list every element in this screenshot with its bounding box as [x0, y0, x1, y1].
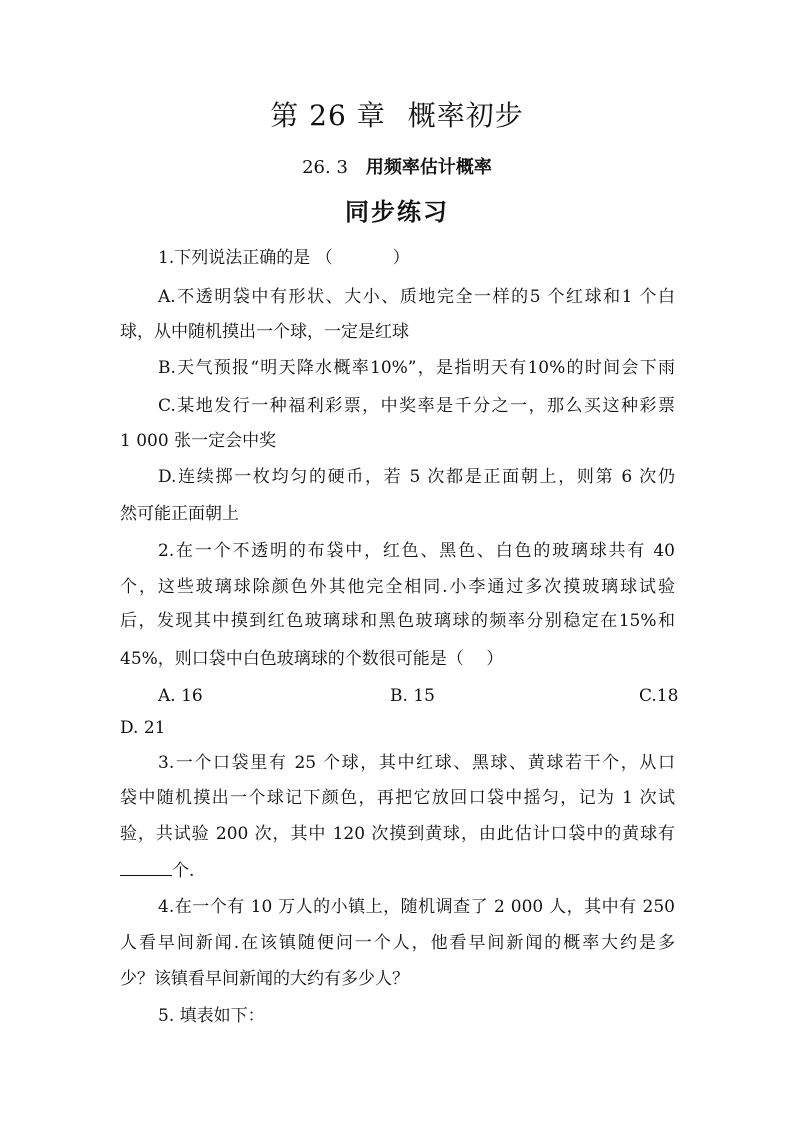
question-4-line1: 4.在一个有 10 万人的小镇上，随机调查了 2 000 人，其中有 250	[158, 897, 675, 917]
section-number: 26. 3	[302, 157, 348, 178]
question-1-paren-close: ）	[392, 248, 410, 268]
question-2-line3: 后，发现其中摸到红色玻璃球和黑色玻璃球的频率分别稳定在15%和	[120, 611, 675, 631]
question-3-line2: 袋中随机摸出一个球记下颜色，再把它放回口袋中摇匀，记为 1 次试	[120, 788, 675, 808]
question-1-option-d-line2: 然可能正面朝上	[120, 504, 239, 524]
section-subtitle	[0, 154, 794, 182]
question-1-option-b: B.天气预报“明天降水概率10%”，是指明天有10%的时间会下雨	[158, 358, 675, 378]
chapter-number: 第 26 章	[270, 99, 386, 132]
chapter-title	[0, 96, 794, 136]
question-2-option-d: D. 21	[120, 718, 166, 738]
question-1-option-a-line1: A.不透明袋中有形状、大小、质地完全一样的5 个红球和1 个白	[158, 287, 675, 307]
question-3-line1: 3.一个口袋里有 25 个球，其中红球、黑球、黄球若干个，从口	[158, 753, 675, 773]
question-1-option-c-line2: 1 000 张一定会中奖	[120, 431, 277, 451]
question-2-line2: 个，这些玻璃球除颜色外其他完全相同.小李通过多次摸玻璃球试验	[120, 577, 675, 597]
exercise-heading: 同步练习	[345, 197, 449, 226]
answer-blank	[120, 857, 172, 876]
section-title: 用频率估计概率	[365, 157, 492, 178]
question-1-stem-text: 1.下列说法正确的是 （	[158, 248, 333, 268]
question-2-option-c: C.18	[639, 686, 679, 706]
question-3-line3: 验，共试验 200 次，其中 120 次摸到黄球，由此估计口袋中的黄球有	[120, 824, 675, 844]
question-2-line4: 45%，则口袋中白色玻璃球的个数很可能是（ ）	[120, 649, 504, 669]
question-1-option-a-line2: 球，从中随机摸出一个球，一定是红球	[120, 322, 409, 342]
question-1-stem	[158, 246, 675, 270]
chapter-name: 概率初步	[407, 99, 524, 132]
question-1-option-c-line1: C.某地发行一种福利彩票，中奖率是千分之一，那么买这种彩票	[158, 396, 675, 416]
question-3-line4	[120, 857, 675, 883]
question-5-line1: 5. 填表如下：	[158, 1006, 265, 1026]
question-2-option-a: A. 16	[158, 686, 203, 706]
question-4-line3: 少？该镇看早间新闻的大约有多少人？	[120, 969, 409, 989]
question-3-line4-suffix: 个.	[172, 861, 195, 881]
question-4-line2: 人看早间新闻.在该镇随便问一个人，他看早间新闻的概率大约是多	[120, 933, 675, 953]
question-2-option-b: B. 15	[390, 686, 435, 706]
question-1-option-d-line1: D.连续掷一枚均匀的硬币，若 5 次都是正面朝上，则第 6 次仍	[158, 467, 675, 487]
question-2-line1: 2.在一个不透明的布袋中，红色、黑色、白色的玻璃球共有 40	[158, 541, 675, 561]
